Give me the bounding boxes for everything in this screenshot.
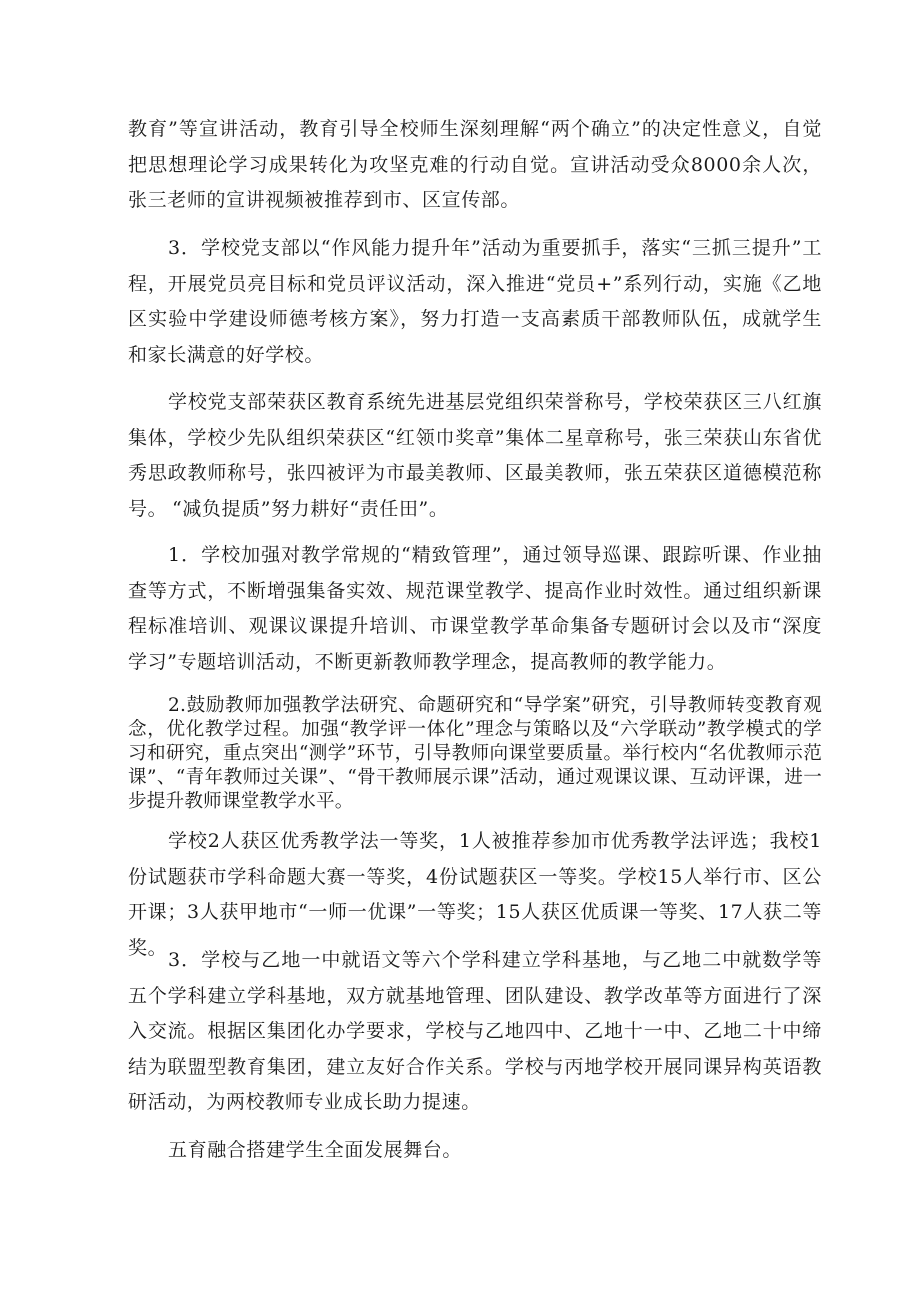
paragraph-teaching-research: 2.鼓励教师加强教学法研究、命题研究和“导学案”研究，引导教师转变教育观念，优化教学过程。加强“教学评一体化”理念与策略以及“六学联动”教学模式的学习和研究，重点突出“测学”环节，引导教师向课堂要质量。举行校内“名优教师示范课”、“青年教师过关课”、“骨干教师展示课”活动，通过观课议课、互动评课，进一步提升教师课堂教学水平。 bbox=[128, 695, 822, 812]
section-heading-five-education: 五育融合搭建学生全面发展舞台。 bbox=[168, 1139, 463, 1161]
paragraph-party-branch: 3．学校党支部以“作风能力提升年”活动为重要抓手，落实“三抓三提升”工程，开展党员亮目标和党员评议活动，深入推进“党员+”系列行动，实施《乙地区实验中学建设师德考核方案》，努力打造一支高素质干部教师队伍，成就学生和家长满意的好学校。 bbox=[128, 237, 822, 366]
section-heading-reduce-burden: “减负提质”努力耕好“责任田”。 bbox=[172, 498, 449, 520]
paragraph-honors: 学校党支部荣获区教育系统先进基层党组织荣誉称号，学校荣获区三八红旗集体，学校少先队组织荣获区“红领巾奖章”集体二星章称号，张三荣获山东省优秀思政教师称号，张四被评为市最美教师、区最美教师，张五荣获区道德模范称号。 bbox=[128, 391, 822, 520]
paragraph-teaching-routine: 1．学校加强对教学常规的“精致管理”，通过领导巡课、跟踪听课、作业抽查等方式，不断增强集备实效、规范课堂教学、提高作业时效性。通过组织新课程标准培训、观课议课提升培训、市课堂教学革命集备专题研讨会以及市“深度学习”专题培训活动，不断更新教师教学理念，提高教师的教学能力。 bbox=[128, 544, 822, 673]
paragraph-awards: 学校2人获区优秀教学法一等奖，1人被推荐参加市优秀教学法评选；我校1份试题获市学科命题大赛一等奖，4份试题获区一等奖。学校15人举行市、区公开课；3人获甲地市“一师一优课”一等奖；15人获区优质课一等奖、17人获二等奖。 bbox=[128, 830, 822, 959]
paragraph-subject-bases: 3．学校与乙地一中就语文等六个学科建立学科基地，与乙地二中就数学等五个学科建立学科基地，双方就基地管理、团队建设、教学改革等方面进行了深入交流。根据区集团化办学要求，学校与乙地四中、乙地十一中、乙地二十中缔结为联盟型教育集团，建立友好合作关系。学校与丙地学校开展同课异构英语教研活动，为两校教师专业成长助力提速。 bbox=[128, 949, 822, 1114]
document-body bbox=[128, 112, 822, 1169]
paragraph-propaganda: 教育”等宣讲活动，教育引导全校师生深刻理解“两个确立”的决定性意义，自觉把思想理论学习成果转化为攻坚克难的行动自觉。宣讲活动受众8000余人次，张三老师的宣讲视频被推荐到市、区宣传部。 bbox=[128, 118, 822, 212]
